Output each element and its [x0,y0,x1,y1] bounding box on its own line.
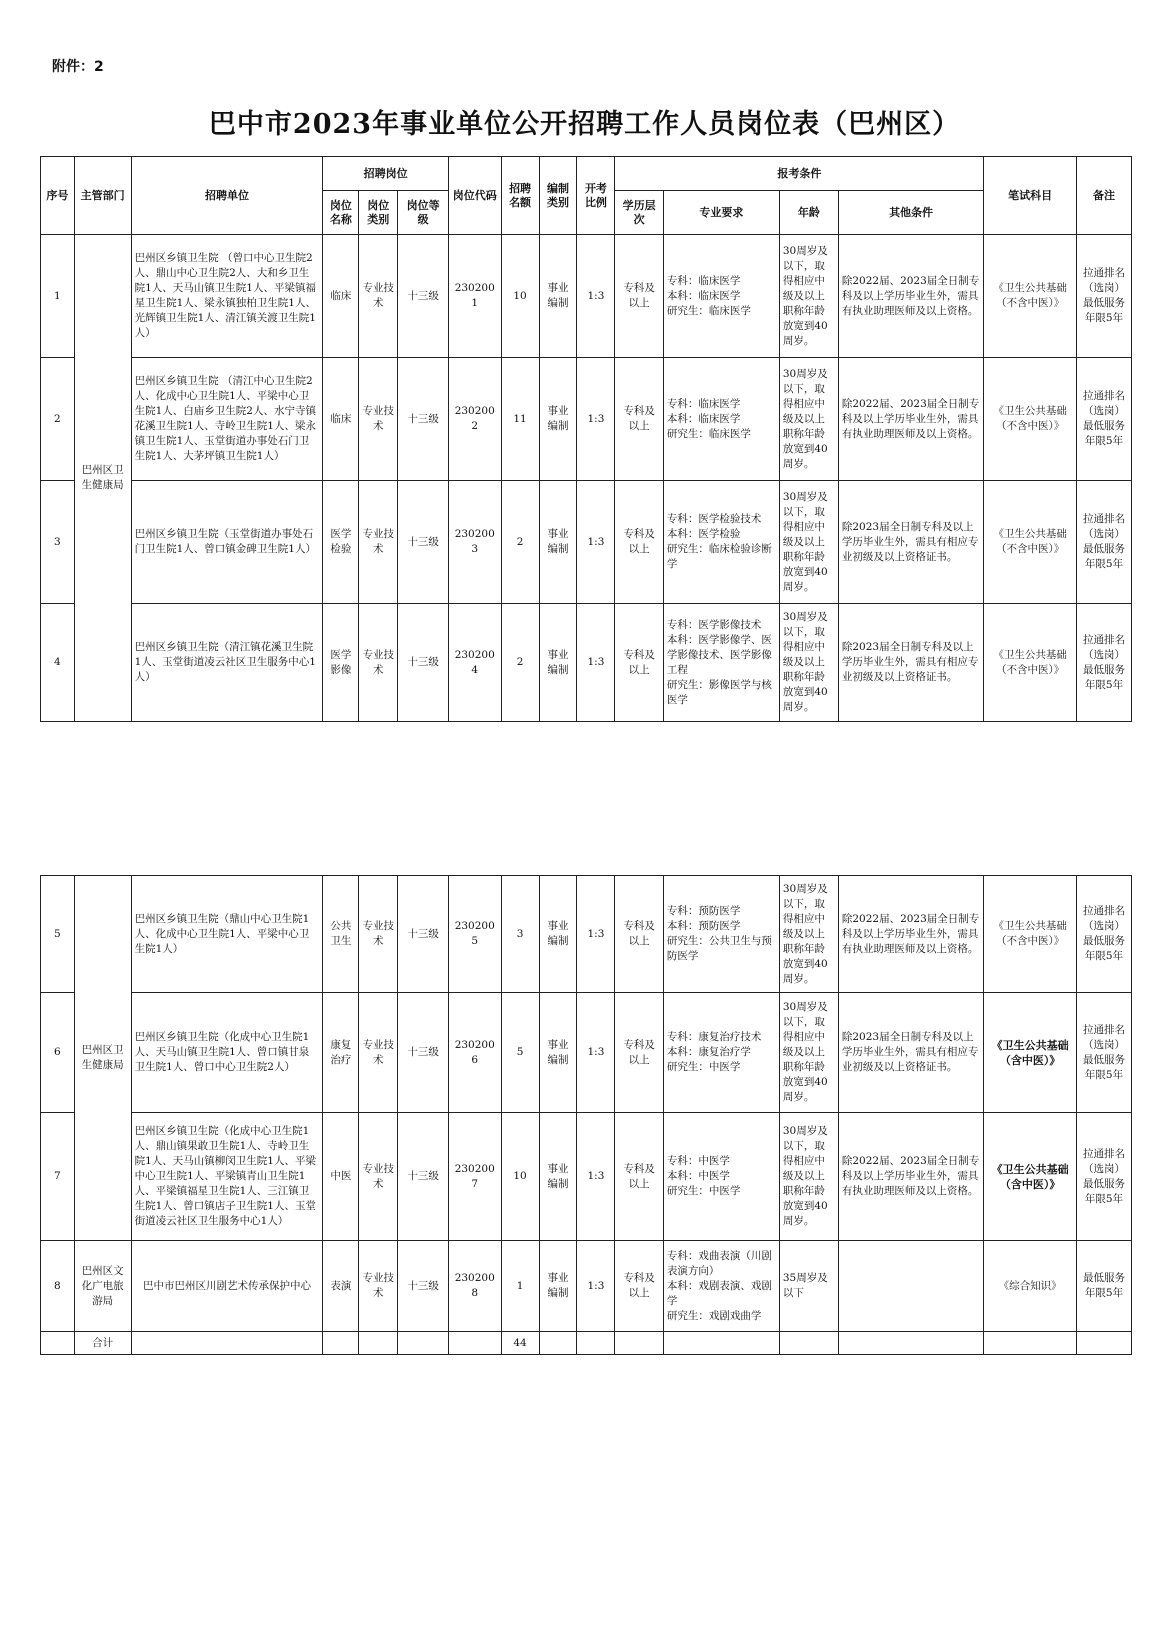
cell-quota: 10 [501,235,539,358]
cell-type: 专业技术 [359,235,398,358]
cell-edu: 专科及以上 [615,993,663,1113]
cell-age: 30周岁及以下，取得相应中级及以上职称年龄放宽到40周岁。 [779,235,838,358]
cell-seq: 1 [41,235,75,358]
cell-seq: 3 [41,481,75,604]
cell-level: 十三级 [398,235,449,358]
cell-note: 拉通排名（选岗）最低服务年限5年 [1077,481,1132,604]
cell-major: 专科：预防医学 本科：预防医学 研究生：公共卫生与预防医学 [663,876,779,993]
cell-other: 除2022届、2023届全日制专科及以上学历毕业生外，需具有执业助理医师及以上资格。 [838,235,983,358]
cell-post: 医学影像 [323,604,359,722]
cell-type: 专业技术 [359,993,398,1113]
cell-staffing: 事业编制 [539,604,577,722]
cell-ratio: 1:3 [577,1113,615,1241]
cell-staffing: 事业编制 [539,876,577,993]
cell-major: 专科：医学检验技术 本科：医学检验 研究生：临床检验诊断学 [663,481,779,604]
cell-level: 十三级 [398,1241,449,1332]
cell-seq: 2 [41,358,75,481]
cell-type: 专业技术 [359,876,398,993]
cell-staffing: 事业编制 [539,358,577,481]
cell-ratio: 1:3 [577,358,615,481]
cell-staffing: 事业编制 [539,481,577,604]
cell-type: 专业技术 [359,1241,398,1332]
cell-age: 30周岁及以下，取得相应中级及以上职称年龄放宽到40周岁。 [779,876,838,993]
header-exam: 笔试科目 [984,157,1077,235]
header-post-level: 岗位等级 [398,191,449,235]
cell-exam: 《卫生公共基础（不含中医）》 [984,604,1077,722]
cell-level: 十三级 [398,876,449,993]
cell-dept: 巴州区文化广电旅游局 [74,1241,131,1332]
header-other: 其他条件 [838,191,983,235]
cell-ratio: 1:3 [577,1241,615,1332]
cell-level: 十三级 [398,1113,449,1241]
cell-type: 专业技术 [359,604,398,722]
cell-quota: 1 [501,1241,539,1332]
table-row [41,993,1132,1113]
header-major: 专业要求 [663,191,779,235]
cell-quota: 2 [501,481,539,604]
cell-post: 医学检验 [323,481,359,604]
cell-seq: 8 [41,1241,75,1332]
cell-level: 十三级 [398,993,449,1113]
cell-code: 2302008 [448,1241,501,1332]
cell-unit: 巴州区乡镇卫生院（化成中心卫生院1人、鼎山镇果敢卫生院1人、寺岭卫生院1人、天马山镇柳闵卫生院1人、平梁中心卫生院1人、平梁镇青山卫生院1人、平梁镇福星卫生院1人、三江镇卫生院1人、曾口镇店子卫生院1人、玉堂街道凌云社区卫生服务中心1人） [131,1113,323,1241]
cell-major: 专科：康复治疗技术 本科：康复治疗学 研究生：中医学 [663,993,779,1113]
cell-exam: 《卫生公共基础（不含中医）》 [984,481,1077,604]
cell-exam: 《卫生公共基础（不含中医）》 [984,876,1077,993]
header-dept: 主管部门 [74,157,131,235]
cell-age: 30周岁及以下，取得相应中级及以上职称年龄放宽到40周岁。 [779,358,838,481]
cell-level: 十三级 [398,604,449,722]
cell-post: 临床 [323,235,359,358]
cell-edu: 专科及以上 [615,604,663,722]
header-seq: 序号 [41,157,75,235]
cell-unit: 巴州区乡镇卫生院（清江镇花溪卫生院1人、玉堂街道凌云社区卫生服务中心1人） [131,604,323,722]
recruitment-table-part-1 [40,156,1132,722]
cell-code: 2302004 [448,604,501,722]
cell-quota: 2 [501,604,539,722]
cell-age: 30周岁及以下，取得相应中级及以上职称年龄放宽到40周岁。 [779,481,838,604]
cell-post: 康复治疗 [323,993,359,1113]
cell-other: 除2022届、2023届全日制专科及以上学历毕业生外，需具有执业助理医师及以上资格。 [838,1113,983,1241]
cell-age: 30周岁及以下，取得相应中级及以上职称年龄放宽到40周岁。 [779,993,838,1113]
cell-other: 除2022届、2023届全日制专科及以上学历毕业生外，需具有执业助理医师及以上资格。 [838,876,983,993]
cell-unit: 巴州区乡镇卫生院（鼎山中心卫生院1人、化成中心卫生院1人、平梁中心卫生院1人） [131,876,323,993]
cell-other: 除2023届全日制专科及以上学历毕业生外，需具有相应专业初级及以上资格证书。 [838,604,983,722]
cell-other: 除2023届全日制专科及以上学历毕业生外，需具有相应专业初级及以上资格证书。 [838,993,983,1113]
table-row [41,358,1132,481]
cell-code: 2302002 [448,358,501,481]
cell-note: 拉通排名（选岗）最低服务年限5年 [1077,358,1132,481]
cell-code: 2302003 [448,481,501,604]
cell-staffing: 事业编制 [539,1241,577,1332]
cell-ratio: 1:3 [577,604,615,722]
recruitment-table-part-2 [40,875,1132,1355]
header-age: 年龄 [779,191,838,235]
cell-exam: 《综合知识》 [984,1241,1077,1332]
cell-level: 十三级 [398,358,449,481]
table-row [41,481,1132,604]
header-quota: 招聘名额 [501,157,539,235]
cell-edu: 专科及以上 [615,1113,663,1241]
cell-major: 专科：戏曲表演（川剧表演方向） 本科：戏剧表演、戏剧学 研究生：戏剧戏曲学 [663,1241,779,1332]
cell-major: 专科：临床医学 本科：临床医学 研究生：临床医学 [663,235,779,358]
cell-age: 35周岁及以下 [779,1241,838,1332]
cell-post: 公共卫生 [323,876,359,993]
cell-type: 专业技术 [359,481,398,604]
cell-major: 专科：中医学 本科：中医学 研究生：中医学 [663,1113,779,1241]
cell-ratio: 1:3 [577,876,615,993]
cell-seq: 5 [41,876,75,993]
cell-major: 专科：临床医学 本科：临床医学 研究生：临床医学 [663,358,779,481]
cell-note: 最低服务年限5年 [1077,1241,1132,1332]
cell-edu: 专科及以上 [615,358,663,481]
page-title: 巴中市2023年事业单位公开招聘工作人员岗位表（巴州区） [208,109,961,140]
table-row [41,235,1132,358]
cell-ratio: 1:3 [577,235,615,358]
header-staffing: 编制类别 [539,157,577,235]
table-row [41,604,1132,722]
cell-note: 拉通排名（选岗）最低服务年限5年 [1077,235,1132,358]
cell-quota: 3 [501,876,539,993]
cell-seq: 7 [41,1113,75,1241]
cell-note: 拉通排名（选岗）最低服务年限5年 [1077,993,1132,1113]
cell-quota: 11 [501,358,539,481]
cell-dept: 巴州区卫生健康局 [74,235,131,722]
cell-note: 拉通排名（选岗）最低服务年限5年 [1077,1113,1132,1241]
cell-exam: 《卫生公共基础（含中医）》 [984,993,1077,1113]
header-post-name: 岗位名称 [323,191,359,235]
cell-exam: 《卫生公共基础（不含中医）》 [984,358,1077,481]
cell-type: 专业技术 [359,1113,398,1241]
cell-edu: 专科及以上 [615,481,663,604]
cell-staffing: 事业编制 [539,235,577,358]
table-row [41,1241,1132,1332]
cell-ratio: 1:3 [577,993,615,1113]
cell-staffing: 事业编制 [539,1113,577,1241]
cell-other: 除2022届、2023届全日制专科及以上学历毕业生外，需具有执业助理医师及以上资格。 [838,358,983,481]
cell-edu: 专科及以上 [615,1241,663,1332]
cell-exam: 《卫生公共基础（不含中医）》 [984,235,1077,358]
header-post-type: 岗位类别 [359,191,398,235]
cell-other [838,1241,983,1332]
cell-major: 专科：医学影像技术 本科：医学影像学、医学影像技术、医学影像工程 研究生：影像医学与核医学 [663,604,779,722]
cell-seq: 6 [41,993,75,1113]
cell-post: 临床 [323,358,359,481]
cell-dept: 巴州区卫生健康局 [74,876,131,1241]
total-quota: 44 [501,1332,539,1355]
cell-post: 表演 [323,1241,359,1332]
cell-ratio: 1:3 [577,481,615,604]
header-ratio: 开考比例 [577,157,615,235]
cell-note: 拉通排名（选岗）最低服务年限5年 [1077,604,1132,722]
header-conditions: 报考条件 [615,157,984,191]
cell-other: 除2023届全日制专科及以上学历毕业生外，需具有相应专业初级及以上资格证书。 [838,481,983,604]
cell-note: 拉通排名（选岗）最低服务年限5年 [1077,876,1132,993]
total-label: 合计 [74,1332,131,1355]
cell-post: 中医 [323,1113,359,1241]
cell-code: 2302007 [448,1113,501,1241]
cell-seq: 4 [41,604,75,722]
cell-staffing: 事业编制 [539,993,577,1113]
cell-level: 十三级 [398,481,449,604]
cell-edu: 专科及以上 [615,235,663,358]
cell-unit: 巴州区乡镇卫生院 （清江中心卫生院2人、化成中心卫生院1人、平梁中心卫生院1人、白庙乡卫生院2人、水宁寺镇花溪卫生院1人、寺岭卫生院1人、梁永镇卫生院1人、玉堂街道办事处石门卫生院1人、大茅坪镇卫生院1人） [131,358,323,481]
cell-exam: 《卫生公共基础（含中医）》 [984,1113,1077,1241]
cell-quota: 5 [501,993,539,1113]
cell-code: 2302001 [448,235,501,358]
table-row [41,876,1132,993]
header-note: 备注 [1077,157,1132,235]
header-post-code: 岗位代码 [448,157,501,235]
cell-unit: 巴州区乡镇卫生院 （曾口中心卫生院2人、鼎山中心卫生院2人、大和乡卫生院1人、天马山镇卫生院1人、平梁镇福星卫生院1人、梁永镇独柏卫生院1人、光辉镇卫生院1人、清江镇关渡卫生院1人） [131,235,323,358]
cell-age: 30周岁及以下，取得相应中级及以上职称年龄放宽到40周岁。 [779,604,838,722]
cell-code: 2302006 [448,993,501,1113]
table-row [41,1113,1132,1241]
header-post-group: 招聘岗位 [323,157,448,191]
header-edu: 学历层次 [615,191,663,235]
cell-edu: 专科及以上 [615,876,663,993]
total-row [41,1332,1132,1355]
cell-unit: 巴中市巴州区川剧艺术传承保护中心 [131,1241,323,1332]
cell-age: 30周岁及以下，取得相应中级及以上职称年龄放宽到40周岁。 [779,1113,838,1241]
cell-code: 2302005 [448,876,501,993]
cell-unit: 巴州区乡镇卫生院（玉堂街道办事处石门卫生院1人、曾口镇金碑卫生院1人） [131,481,323,604]
header-unit: 招聘单位 [131,157,323,235]
cell-quota: 10 [501,1113,539,1241]
attachment-label: 附件：2 [52,59,104,75]
cell-unit: 巴州区乡镇卫生院（化成中心卫生院1人、天马山镇卫生院1人、曾口镇甘泉卫生院1人、曾口中心卫生院2人） [131,993,323,1113]
cell-type: 专业技术 [359,358,398,481]
